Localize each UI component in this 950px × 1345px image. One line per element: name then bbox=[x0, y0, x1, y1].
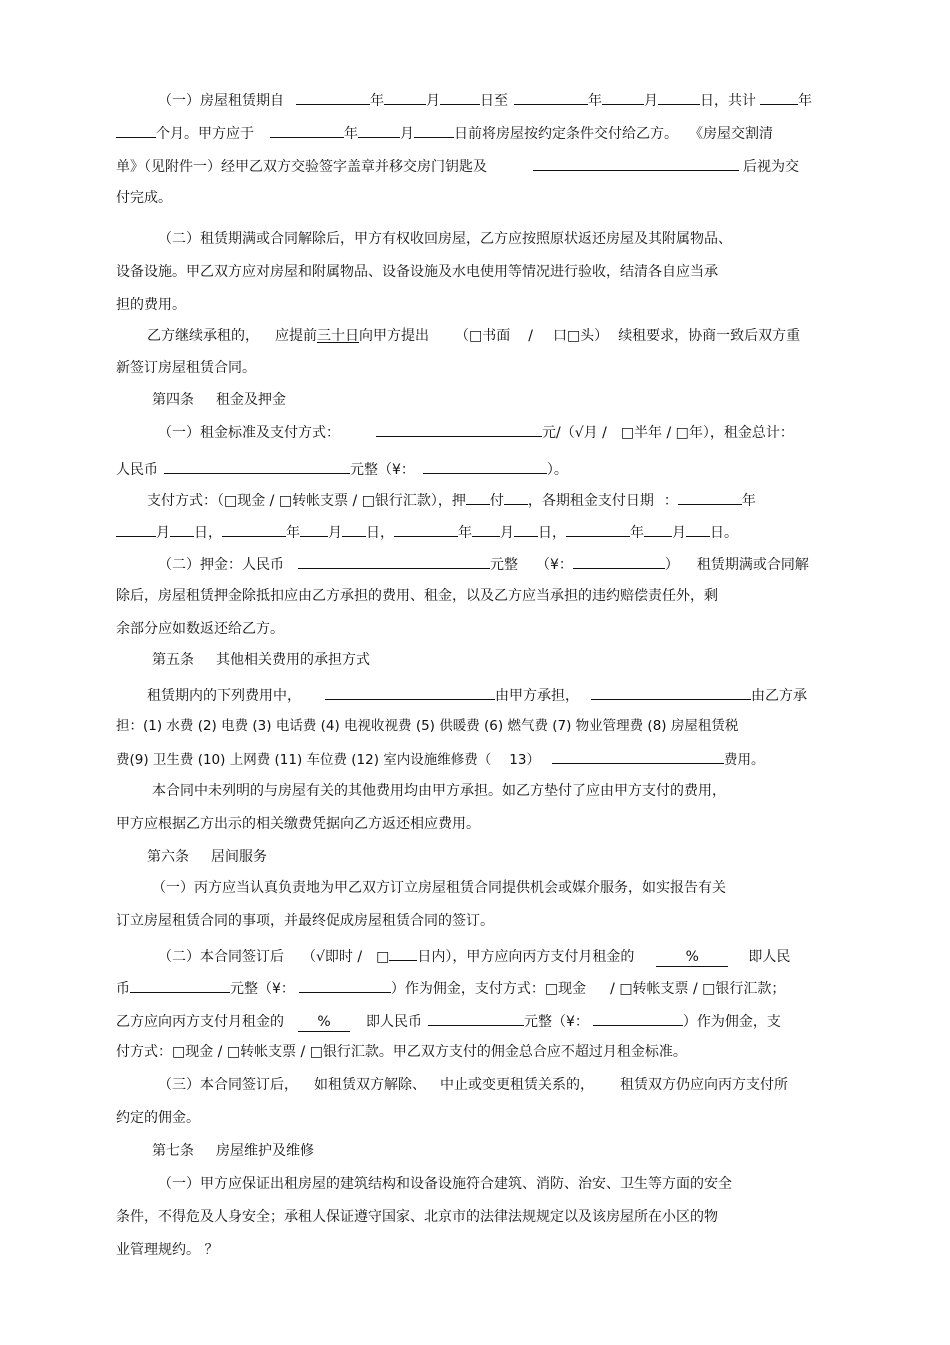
blank-field[interactable] bbox=[296, 89, 370, 105]
blank-field[interactable] bbox=[602, 89, 644, 105]
text: 租赁双方仍应向丙方支付所 bbox=[620, 1077, 788, 1093]
commission-line-3 bbox=[116, 1010, 781, 1032]
blank-field[interactable] bbox=[466, 489, 490, 505]
text: 第五条 bbox=[152, 652, 194, 668]
text: ）作为佣金，支付方式：□现金 bbox=[390, 981, 587, 997]
fees-list-line bbox=[116, 748, 764, 770]
text: 年 bbox=[630, 525, 644, 541]
text: 第四条 bbox=[152, 392, 194, 408]
text: 续租要求，协商一致后双方重 bbox=[618, 328, 801, 344]
text: 《房屋交割清 bbox=[696, 126, 773, 142]
deposit-line bbox=[158, 553, 809, 575]
paragraph-line: 本合同中未列明的与房屋有关的其他费用均由甲方承担。如乙方垫付了应由甲方支付的费用， bbox=[152, 783, 726, 799]
paragraph-line: （二）租赁期满或合同解除后，甲方有权收回房屋，乙方应按照原状返还房屋及其附属物品、 bbox=[158, 231, 732, 247]
text: 月 bbox=[644, 93, 658, 109]
text: （¥： bbox=[536, 557, 573, 573]
clause-4-title bbox=[152, 390, 286, 410]
text: □半年 / □年），租金总计： bbox=[620, 425, 794, 441]
text: 支付方式：（□现金 / □转帐支票 / □银行汇款），押 bbox=[147, 493, 466, 509]
text: ）作为佣金，支 bbox=[682, 1014, 781, 1030]
text: 如租赁双方解除、 bbox=[314, 1077, 426, 1093]
blank-field[interactable] bbox=[686, 521, 710, 537]
text: 日， bbox=[538, 525, 566, 541]
clause-5-title bbox=[152, 650, 370, 670]
paragraph-line: （一）丙方应当认真负责地为甲乙双方订立房屋租赁合同提供机会或媒介服务，如实报告有关 bbox=[152, 880, 726, 896]
blank-field[interactable] bbox=[678, 489, 742, 505]
blank-field[interactable] bbox=[384, 89, 426, 105]
blank-field[interactable] bbox=[298, 553, 490, 569]
text: 日。 bbox=[710, 525, 738, 541]
blank-field[interactable] bbox=[428, 1010, 524, 1026]
commission-line-2 bbox=[116, 977, 785, 999]
text: 由甲方承担， bbox=[495, 688, 579, 704]
text: 13） bbox=[509, 752, 540, 768]
text: 年 bbox=[286, 525, 300, 541]
text: 币 bbox=[116, 981, 130, 997]
text: 乙方应向丙方支付月租金的 bbox=[116, 1014, 284, 1030]
text: 日内），甲方应向丙方支付月租金的 bbox=[417, 949, 635, 965]
text: 年 bbox=[588, 93, 602, 109]
text: 日， bbox=[194, 525, 222, 541]
paragraph-line: 约定的佣金。 bbox=[116, 1110, 200, 1126]
text: 月 bbox=[672, 525, 686, 541]
text: （二）本合同签订后 bbox=[158, 949, 284, 965]
text: 第七条 bbox=[152, 1143, 194, 1159]
blank-field[interactable] bbox=[533, 155, 739, 171]
percent-field[interactable]: % bbox=[298, 1014, 350, 1032]
text: 年 bbox=[798, 93, 812, 109]
days-notice: 三十日 bbox=[317, 328, 359, 344]
text: 月 bbox=[400, 126, 414, 142]
blank-field[interactable] bbox=[423, 458, 547, 474]
paragraph-line: 余部分应如数返还给乙方。 bbox=[116, 621, 284, 637]
clause-7-title bbox=[152, 1141, 314, 1161]
blank-field[interactable] bbox=[342, 521, 366, 537]
blank-field[interactable] bbox=[552, 748, 724, 764]
text: 月 bbox=[328, 525, 342, 541]
blank-field[interactable] bbox=[504, 489, 528, 505]
text: （三）本合同签订后， bbox=[158, 1077, 298, 1093]
blank-field[interactable] bbox=[170, 521, 194, 537]
text: 人民币 bbox=[116, 462, 158, 478]
text: （一）房屋租赁期自 bbox=[158, 93, 284, 109]
paragraph-line: 业管理规约。 ？ bbox=[116, 1242, 219, 1258]
paragraph-line: 担：(1) 水费 (2) 电费 (3) 电话费 (4) 电视收视费 (5) 供暖费 (6) 燃气费 (7) 物业管理费 (8) 房屋租赁税 bbox=[116, 718, 739, 734]
paragraph-line: 除后，房屋租赁押金除抵扣应由乙方承担的费用、租金，以及乙方应当承担的违约赔偿责任外，剩 bbox=[116, 588, 718, 604]
payment-dates-line bbox=[116, 521, 738, 543]
blank-field[interactable] bbox=[116, 122, 156, 138]
text: 即人民 bbox=[748, 949, 791, 965]
fees-allocation-line bbox=[147, 684, 807, 706]
blank-field[interactable] bbox=[573, 553, 665, 569]
blank-field[interactable] bbox=[760, 89, 798, 105]
text: 月 bbox=[500, 525, 514, 541]
blank-field[interactable] bbox=[130, 977, 230, 993]
text: 年 bbox=[741, 493, 756, 509]
text: 后视为交 bbox=[743, 159, 799, 175]
text: 乙方继续承租的， bbox=[147, 328, 259, 344]
text: 元整（¥： bbox=[230, 981, 295, 997]
commission-line-1 bbox=[158, 945, 790, 967]
blank-field[interactable] bbox=[514, 89, 588, 105]
text: 日至 bbox=[480, 93, 508, 109]
text: 元整 bbox=[490, 557, 518, 573]
paragraph-line: 新签订房屋租赁合同。 bbox=[116, 360, 256, 376]
written-option[interactable]: （□书面 bbox=[455, 328, 511, 344]
lease-term-line-3 bbox=[116, 155, 799, 177]
text: ）。 bbox=[546, 462, 568, 478]
text: 个月。甲方应于 bbox=[156, 126, 254, 142]
text: ，各期租金支付日期 bbox=[527, 493, 654, 509]
commission-line-5 bbox=[158, 1075, 788, 1095]
paragraph-line: 条件，不得危及人身安全；承租人保证遵守国家、北京市的法律法规规定以及该房屋所在小区的物 bbox=[116, 1209, 718, 1225]
text: 年 bbox=[344, 126, 358, 142]
lease-term-line-1 bbox=[158, 89, 812, 111]
percent-field[interactable]: % bbox=[656, 949, 728, 967]
blank-field[interactable] bbox=[116, 521, 156, 537]
text: 元整（¥： bbox=[350, 462, 415, 478]
blank-field[interactable] bbox=[472, 521, 500, 537]
blank-field[interactable] bbox=[300, 521, 328, 537]
text: 第六条 bbox=[147, 849, 189, 865]
payment-method-line bbox=[147, 489, 756, 511]
blank-field[interactable] bbox=[593, 1010, 683, 1026]
paragraph-line: 设备设施。甲乙双方应对房屋和附属物品、设备设施及水电使用等情况进行验收，结清各自应当承 bbox=[116, 264, 718, 280]
text: 元/（√月 / bbox=[542, 425, 607, 441]
paragraph-line: 甲方应根据乙方出示的相关缴费凭据向乙方返还相应费用。 bbox=[116, 816, 480, 832]
blank-field[interactable] bbox=[566, 521, 630, 537]
text: 应提前 bbox=[275, 328, 317, 344]
text: （二）押金：人民币 bbox=[158, 557, 284, 573]
text: 由乙方承 bbox=[751, 688, 807, 704]
clause-6-title bbox=[147, 847, 267, 867]
text: 中止或变更租赁关系的， bbox=[440, 1077, 594, 1093]
text: ： bbox=[663, 493, 678, 509]
paragraph-line: 订立房屋租赁合同的事项，并最终促成房屋租赁合同的签订。 bbox=[116, 913, 494, 929]
text: 付 bbox=[489, 493, 504, 509]
text: 元整（¥： bbox=[524, 1014, 589, 1030]
text: 居间服务 bbox=[211, 849, 267, 865]
text: ） bbox=[664, 557, 679, 573]
rent-total-line bbox=[116, 458, 568, 480]
blank-field[interactable] bbox=[358, 122, 400, 138]
blank-field[interactable] bbox=[644, 521, 672, 537]
blank-field[interactable] bbox=[389, 945, 417, 961]
lease-term-line-2 bbox=[116, 122, 773, 144]
text: 月 bbox=[426, 93, 440, 109]
text: 其他相关费用的承担方式 bbox=[216, 652, 370, 668]
renewal-line bbox=[147, 326, 800, 346]
text: 即人民币 bbox=[366, 1014, 422, 1030]
text: 租赁期内的下列费用中， bbox=[147, 688, 301, 704]
text: 费(9) 卫生费 (10) 上网费 (11) 车位费 (12) 室内设施维修费（ bbox=[116, 752, 492, 768]
paragraph-line: 付方式：□现金 / □转帐支票 / □银行汇款。甲乙双方支付的佣金总合应不超过月租金标准。 bbox=[116, 1044, 687, 1060]
paragraph-line: （一）甲方应保证出租房屋的建筑结构和设备设施符合建筑、消防、治安、卫生等方面的安全 bbox=[158, 1176, 732, 1192]
blank-field[interactable] bbox=[270, 122, 344, 138]
verbal-option[interactable]: 口□头） bbox=[552, 328, 609, 344]
blank-field[interactable] bbox=[514, 521, 538, 537]
text: 年 bbox=[458, 525, 472, 541]
blank-field[interactable] bbox=[394, 521, 458, 537]
blank-field[interactable] bbox=[376, 421, 542, 437]
paragraph-line: 付完成。 bbox=[116, 190, 172, 206]
text: 日， bbox=[366, 525, 394, 541]
text: 日，共计 bbox=[700, 93, 756, 109]
blank-field[interactable] bbox=[440, 89, 480, 105]
text: 向甲方提出 bbox=[359, 328, 429, 344]
text: / bbox=[528, 328, 533, 344]
text: 租金及押金 bbox=[216, 392, 286, 408]
text: 租赁期满或合同解 bbox=[696, 557, 809, 573]
text: 单》（见附件一）经甲乙双方交验签字盖章并移交房门钥匙及 bbox=[116, 159, 487, 175]
blank-field[interactable] bbox=[222, 521, 286, 537]
text: 日前将房屋按约定条件交付给乙方。 bbox=[454, 126, 678, 142]
text: 房屋维护及维修 bbox=[216, 1143, 314, 1159]
rent-standard-line bbox=[158, 421, 794, 443]
text: 月 bbox=[156, 525, 170, 541]
text: （√即时 / bbox=[302, 949, 363, 965]
blank-field[interactable] bbox=[658, 89, 700, 105]
text: / □转帐支票 / □银行汇款； bbox=[610, 981, 786, 997]
blank-field[interactable] bbox=[325, 684, 495, 700]
text: 费用。 bbox=[723, 752, 765, 768]
text: 年 bbox=[370, 93, 384, 109]
text: （一）租金标准及支付方式： bbox=[158, 425, 340, 441]
blank-field[interactable] bbox=[299, 977, 391, 993]
blank-field[interactable] bbox=[414, 122, 454, 138]
blank-field[interactable] bbox=[591, 684, 751, 700]
blank-field[interactable] bbox=[164, 458, 350, 474]
text: □ bbox=[376, 949, 390, 965]
paragraph-line: 担的费用。 bbox=[116, 297, 186, 313]
